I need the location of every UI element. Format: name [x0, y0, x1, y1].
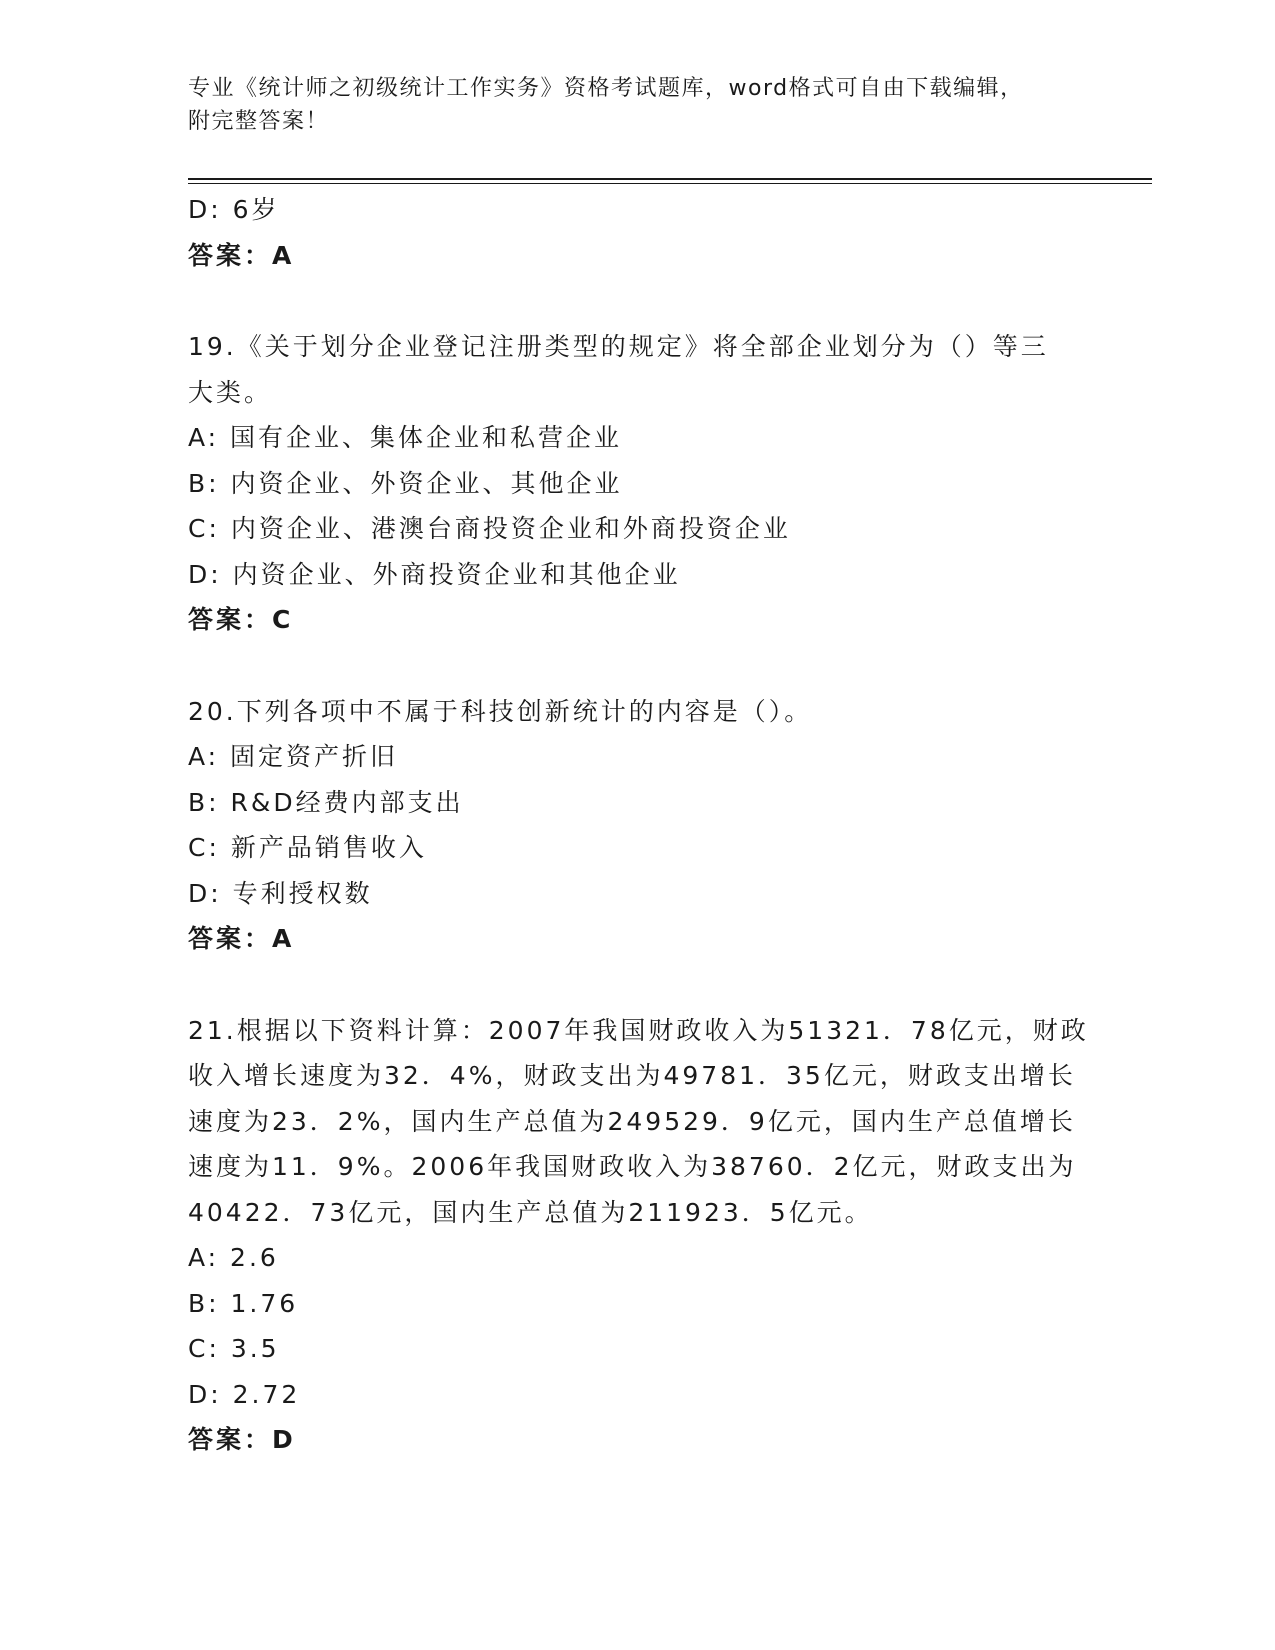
option-c: C: 3.5 — [188, 1334, 280, 1363]
option-b: B: 内资企业、外资企业、其他企业 — [188, 468, 623, 498]
answer-line: 答案：A — [188, 924, 295, 953]
header-divider-thick — [188, 178, 1152, 180]
option-c: C: 新产品销售收入 — [188, 833, 427, 862]
header-line-2: 附完整答案！ — [188, 109, 330, 134]
answer-line: 答案：C — [188, 605, 294, 634]
answer-line: 答案：D — [188, 1425, 296, 1454]
option-b: B: 1.76 — [188, 1288, 299, 1318]
option-d: D: 内资企业、外商投资企业和其他企业 — [188, 559, 681, 589]
question-stem-line: 19.《关于划分企业登记注册类型的规定》将全部企业划分为（）等三 — [188, 332, 1049, 361]
answer-line: 答案：A — [188, 240, 295, 270]
option-b: B: R&D经费内部支出 — [188, 787, 464, 817]
question-19 — [188, 324, 1088, 643]
header-line-1: 专业《统计师之初级统计工作实务》资格考试题库，word格式可自由下载编辑， — [188, 76, 1024, 101]
question-20 — [188, 689, 1088, 962]
question-stem-line: 40422．73亿元，国内生产总值为211923．5亿元。 — [188, 1197, 873, 1227]
question-stem-line: 大类。 — [188, 377, 273, 407]
option-d: D: 2.72 — [188, 1379, 301, 1409]
question-content — [188, 187, 1088, 1463]
question-stem-line: 20.下列各项中不属于科技创新统计的内容是（）。 — [188, 696, 813, 726]
option-d: D: 专利授权数 — [188, 878, 373, 908]
question-21 — [188, 1008, 1088, 1463]
document-header — [188, 72, 1088, 138]
question-stem-line: 21.根据以下资料计算：2007年我国财政收入为51321．78亿元，财政 — [188, 1015, 1089, 1045]
previous-question-tail — [188, 187, 1088, 278]
option-a: A: 2.6 — [188, 1243, 279, 1272]
question-stem-line: 收入增长速度为32．4%，财政支出为49781．35亿元，财政支出增长 — [188, 1061, 1076, 1090]
question-stem-line: 速度为23．2%，国内生产总值为249529．9亿元，国内生产总值增长 — [188, 1106, 1076, 1136]
option-d: D: 6岁 — [188, 195, 280, 224]
option-a: A: 固定资产折旧 — [188, 742, 399, 771]
question-stem-line: 速度为11．9%。2006年我国财政收入为38760．2亿元，财政支出为 — [188, 1152, 1077, 1181]
option-c: C: 内资企业、港澳台商投资企业和外商投资企业 — [188, 514, 791, 543]
option-a: A: 国有企业、集体企业和私营企业 — [188, 423, 623, 452]
header-divider-thin — [188, 183, 1152, 184]
